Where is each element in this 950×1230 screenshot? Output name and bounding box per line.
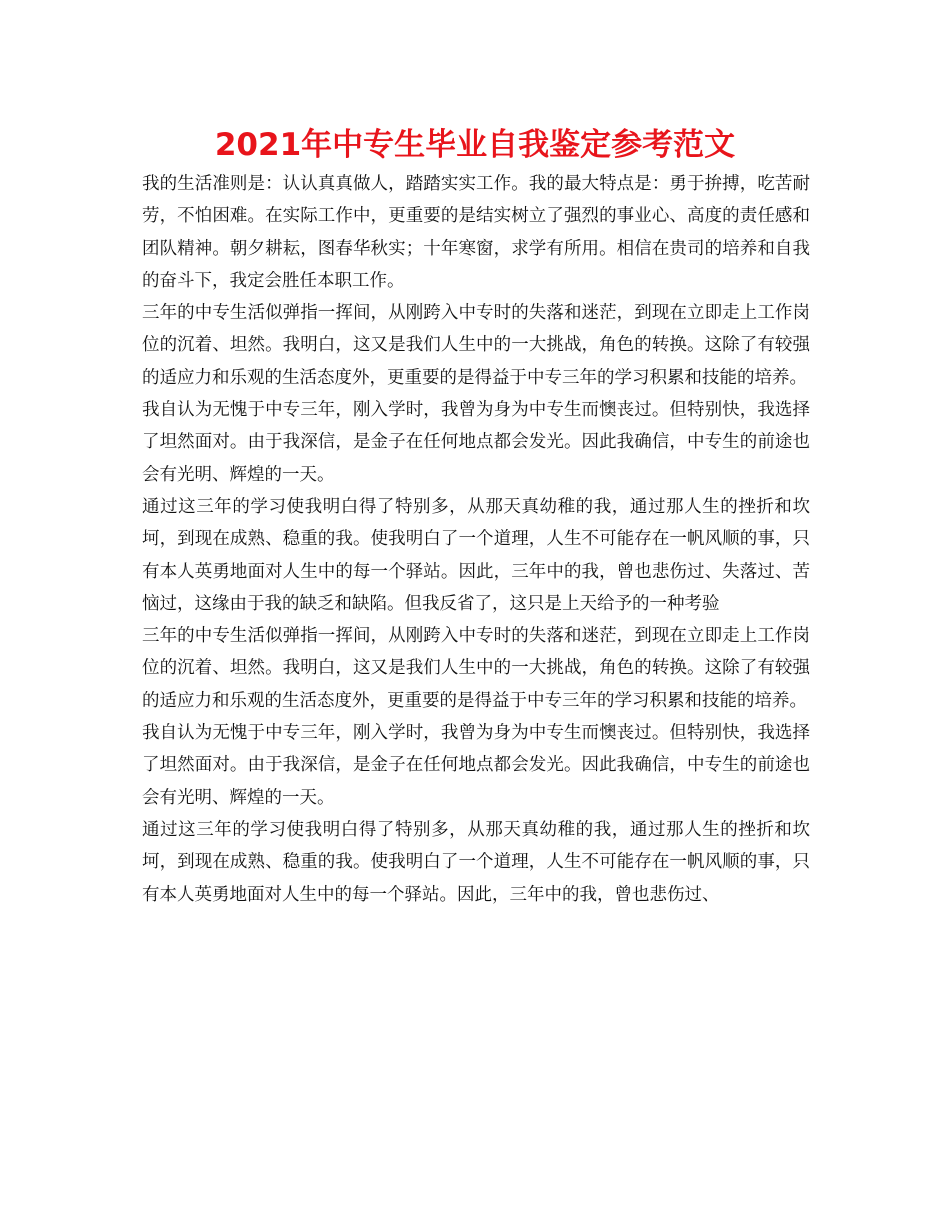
- paragraph-7: 通过这三年的学习使我明白得了特别多，从那天真幼稚的我，通过那人生的挫折和坎坷，到现在成熟、稳重的我。使我明白了一个道理，人生不可能存在一帆风顺的事，只有本人英勇地面对人生中的每一个驿站。因此，三年中的我，曾也悲伤过、: [142, 819, 810, 905]
- paragraph-5: 三年的中专生活似弹指一挥间，从刚跨入中专时的失落和迷茫，到现在立即走上工作岗位的沉着、坦然。我明白，这又是我们人生中的一大挑战，角色的转换。这除了有较强的适应力和乐观的生活态度外，更重要的是得益于中专三年的学习积累和技能的培养。: [142, 626, 810, 711]
- document-body: [142, 168, 810, 911]
- document-title: 2021年中专生毕业自我鉴定参考范文: [214, 127, 736, 163]
- paragraph-1: 我的生活准则是：认认真真做人，踏踏实实工作。我的最大特点是：勇于拚搏，吃苦耐劳，不怕困难。在实际工作中，更重要的是结实树立了强烈的事业心、高度的责任感和团队精神。朝夕耕耘，图春华秋实；十年寒窗，求学有所用。相信在贵司的培养和自我的奋斗下，我定会胜任本职工作。: [142, 174, 810, 291]
- paragraph-4: 通过这三年的学习使我明白得了特别多，从那天真幼稚的我，通过那人生的挫折和坎坷，到现在成熟、稳重的我。使我明白了一个道理，人生不可能存在一帆风顺的事，只有本人英勇地面对人生中的每一个驿站。因此，三年中的我，曾也悲伤过、失落过、苦恼过，这缘由于我的缺乏和缺陷。但我反省了，这只是上天给予的一种考验: [142, 496, 810, 614]
- paragraph-3: 我自认为无愧于中专三年，刚入学时，我曾为身为中专生而懊丧过。但特别快，我选择了坦然面对。由于我深信，是金子在任何地点都会发光。因此我确信，中专生的前途也会有光明、辉煌的一天。: [142, 400, 810, 485]
- paragraph-2: 三年的中专生活似弹指一挥间，从刚跨入中专时的失落和迷茫，到现在立即走上工作岗位的沉着、坦然。我明白，这又是我们人生中的一大挑战，角色的转换。这除了有较强的适应力和乐观的生活态度外，更重要的是得益于中专三年的学习积累和技能的培养。: [142, 303, 810, 388]
- paragraph-6: 我自认为无愧于中专三年，刚入学时，我曾为身为中专生而懊丧过。但特别快，我选择了坦然面对。由于我深信，是金子在任何地点都会发光。因此我确信，中专生的前途也会有光明、辉煌的一天。: [142, 723, 810, 808]
